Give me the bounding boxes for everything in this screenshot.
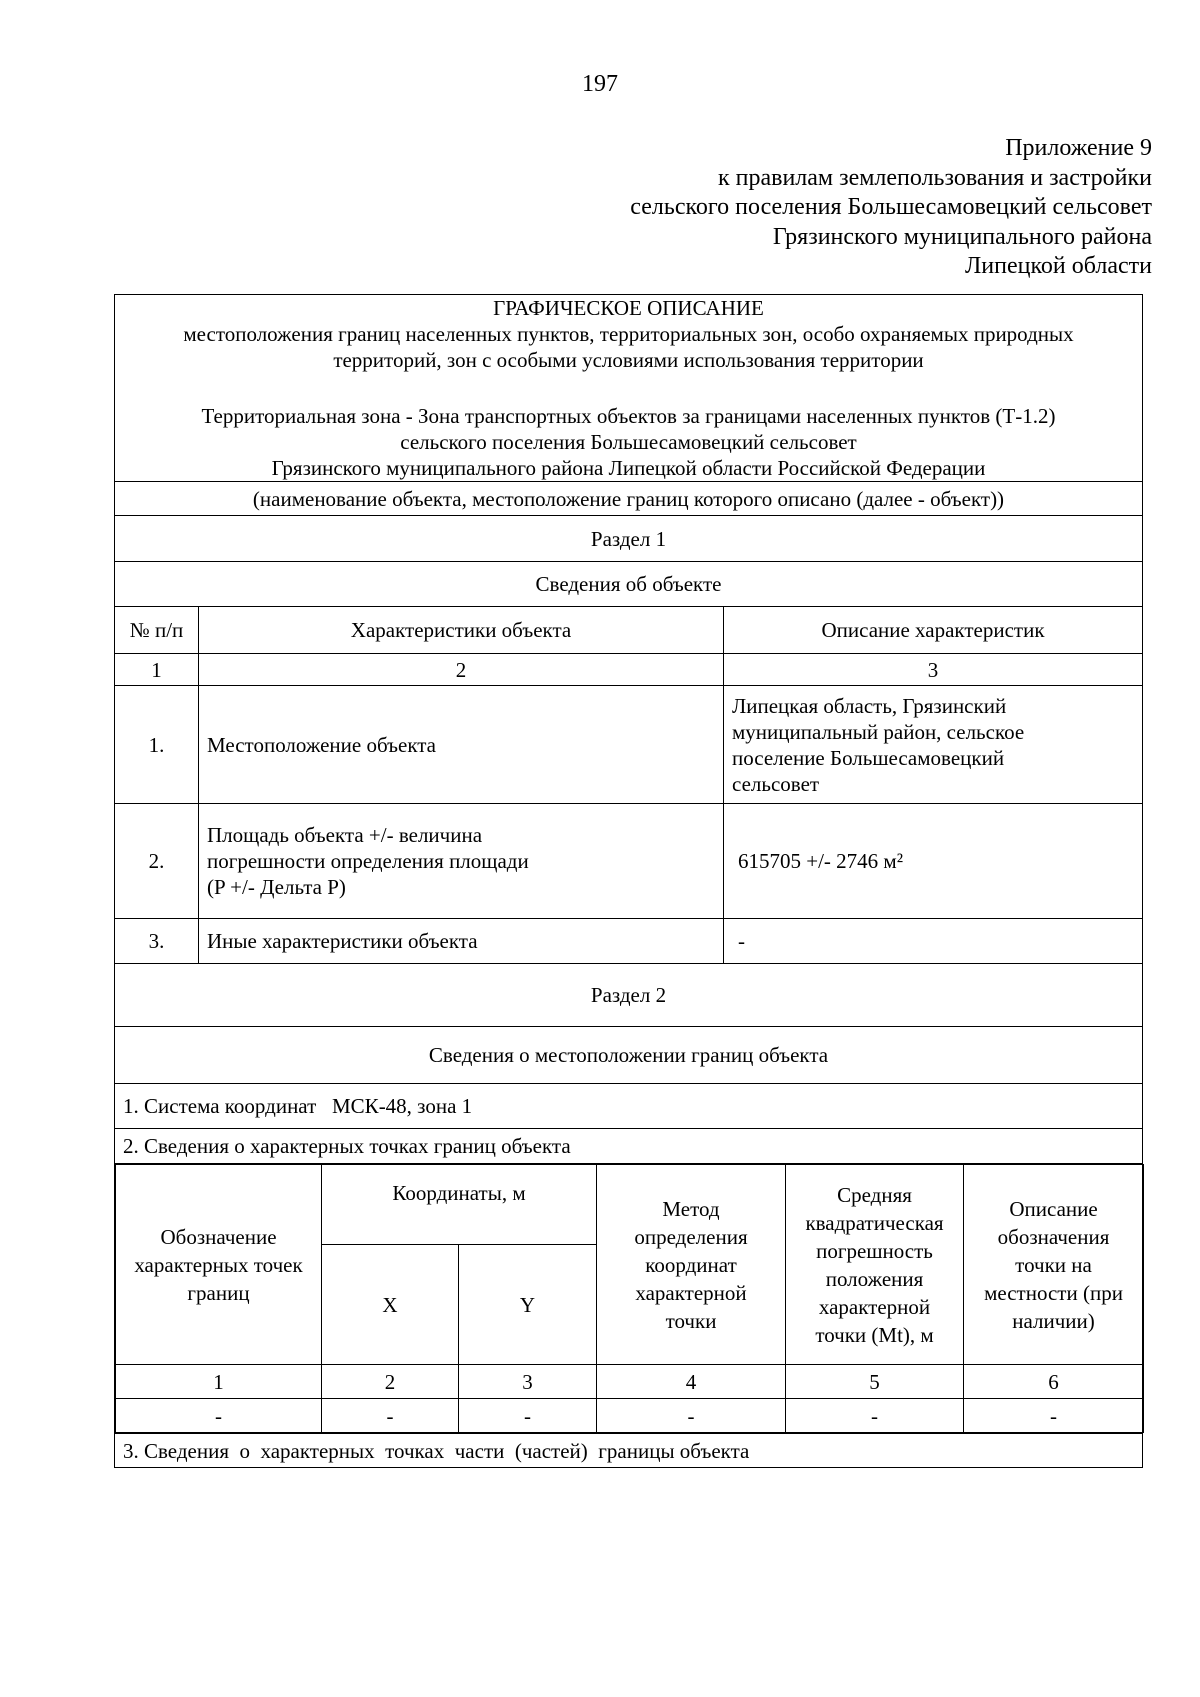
table-row bbox=[115, 804, 1143, 919]
header-line: Метод bbox=[662, 1196, 720, 1221]
document-subtitle: территорий, зон с особыми условиями использования территории bbox=[333, 348, 924, 372]
coordinates-header: Координаты, м bbox=[322, 1165, 597, 1245]
value-line: Липецкая область, Грязинский bbox=[732, 693, 1007, 718]
header-line: положения bbox=[825, 1266, 924, 1291]
area-value: 615705 +/- 2746 м² bbox=[724, 804, 1143, 919]
header-line: координат bbox=[645, 1252, 737, 1277]
point-designation-header bbox=[116, 1165, 322, 1365]
column-number: 4 bbox=[597, 1365, 786, 1399]
empty-cell: - bbox=[964, 1399, 1144, 1433]
document-title: ГРАФИЧЕСКОЕ ОПИСАНИЕ bbox=[493, 296, 764, 320]
appendix-heading bbox=[452, 134, 1152, 282]
header-line: характерной bbox=[635, 1280, 747, 1305]
header-line: Обозначение bbox=[160, 1224, 277, 1249]
column-number: 6 bbox=[964, 1365, 1144, 1399]
empty-cell: - bbox=[786, 1399, 964, 1433]
value-line: поселение Большесамовецкий bbox=[732, 745, 1005, 770]
column-number: 3 bbox=[724, 654, 1143, 686]
points-table-cell bbox=[115, 1164, 1143, 1434]
table-row bbox=[115, 919, 1143, 964]
table-row bbox=[115, 686, 1143, 804]
appendix-line: сельского поселения Большесамовецкий сельсовет bbox=[630, 194, 1152, 220]
row-number: 2. bbox=[115, 804, 199, 919]
page-number: 197 bbox=[582, 71, 618, 97]
object-description-caption: (наименование объекта, местоположение границ которого описано (далее - объект)) bbox=[115, 482, 1143, 516]
name-line: (P +/- Дельта P) bbox=[207, 875, 346, 899]
characteristic-value bbox=[724, 686, 1143, 804]
column-header: Характеристики объекта bbox=[199, 607, 724, 654]
characteristic-name: Иные характеристики объекта bbox=[199, 919, 724, 964]
header-line: Описание bbox=[1009, 1196, 1098, 1221]
characteristic-value: - bbox=[724, 919, 1143, 964]
column-number: 5 bbox=[786, 1365, 964, 1399]
empty-cell: - bbox=[597, 1399, 786, 1433]
column-header: № п/п bbox=[115, 607, 199, 654]
value-line: сельсовет bbox=[732, 771, 820, 796]
name-line: Площадь объекта +/- величина bbox=[207, 823, 483, 847]
header-line: погрешность bbox=[816, 1238, 933, 1263]
header-line: точки bbox=[665, 1308, 717, 1333]
terrain-description-header bbox=[964, 1165, 1144, 1365]
section2-subtitle: Сведения о местоположении границ объекта bbox=[115, 1027, 1143, 1084]
column-number: 2 bbox=[322, 1365, 459, 1399]
header-line: местности (при bbox=[984, 1280, 1123, 1305]
coordinate-system: 1. Система координат МСК-48, зона 1 bbox=[115, 1084, 1143, 1129]
characteristic-name bbox=[199, 804, 724, 919]
column-header: Описание характеристик bbox=[724, 607, 1143, 654]
table-row bbox=[116, 1399, 1144, 1433]
empty-cell: - bbox=[322, 1399, 459, 1433]
empty-cell: - bbox=[116, 1399, 322, 1433]
header-line: определения bbox=[634, 1224, 748, 1249]
header-line: точки на bbox=[1015, 1252, 1092, 1277]
column-number: 2 bbox=[199, 654, 724, 686]
y-header: Y bbox=[459, 1245, 597, 1365]
section1-title: Раздел 1 bbox=[115, 516, 1143, 562]
document-subtitle: местоположения границ населенных пунктов, территориальных зон, особо охраняемых природных bbox=[183, 322, 1074, 346]
empty-cell: - bbox=[459, 1399, 597, 1433]
row-number: 1. bbox=[115, 686, 199, 804]
header-line: наличии) bbox=[1012, 1308, 1095, 1333]
graphic-description-table bbox=[114, 294, 1143, 1468]
document-header bbox=[115, 295, 1143, 482]
header-line: характерной bbox=[818, 1294, 931, 1319]
zone-name: сельского поселения Большесамовецкий сельсовет bbox=[400, 430, 857, 454]
row-number: 3. bbox=[115, 919, 199, 964]
appendix-line: Приложение 9 bbox=[1005, 135, 1152, 161]
header-line: точки (Mt), м bbox=[815, 1322, 934, 1347]
header-line: квадратическая bbox=[805, 1210, 944, 1235]
section1-subtitle: Сведения об объекте bbox=[115, 562, 1143, 607]
part-points-title: 3. Сведения о характерных точках части (частей) границы объекта bbox=[115, 1434, 1143, 1468]
method-header bbox=[597, 1165, 786, 1365]
appendix-line: к правилам землепользования и застройки bbox=[717, 164, 1152, 191]
zone-name: Грязинского муниципального района Липецкой области Российской Федерации bbox=[271, 456, 986, 480]
appendix-line: Липецкой области bbox=[965, 253, 1152, 279]
name-line: погрешности определения площади bbox=[207, 849, 529, 873]
characteristic-name: Местоположение объекта bbox=[199, 686, 724, 804]
header-line: Средняя bbox=[837, 1182, 912, 1207]
boundary-points-table bbox=[115, 1164, 1144, 1433]
value-line: муниципальный район, сельское bbox=[732, 719, 1025, 744]
appendix-line: Грязинского муниципального района bbox=[772, 223, 1152, 250]
header-line: границ bbox=[187, 1280, 250, 1305]
column-number: 3 bbox=[459, 1365, 597, 1399]
column-number: 1 bbox=[115, 654, 199, 686]
header-line: характерных точек bbox=[134, 1252, 303, 1277]
accuracy-header bbox=[786, 1165, 964, 1365]
points-title: 2. Сведения о характерных точках границ объекта bbox=[115, 1129, 1143, 1164]
section2-title: Раздел 2 bbox=[115, 964, 1143, 1027]
zone-name: Территориальная зона - Зона транспортных объектов за границами населенных пунктов (Т-1.2) bbox=[201, 404, 1056, 428]
x-header: X bbox=[322, 1245, 459, 1365]
header-line: обозначения bbox=[997, 1224, 1110, 1249]
column-number: 1 bbox=[116, 1365, 322, 1399]
